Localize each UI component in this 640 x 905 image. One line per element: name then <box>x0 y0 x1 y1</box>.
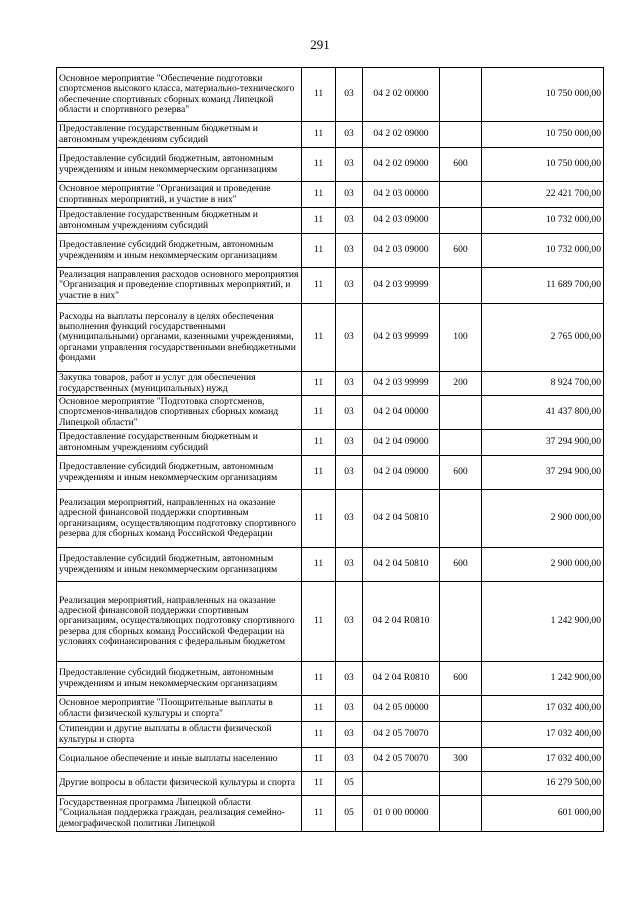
cell-amount: 41 437 800,00 <box>482 396 604 430</box>
cell-razdel: 11 <box>302 696 336 722</box>
cell-podrazdel: 03 <box>336 582 363 662</box>
cell-expense-type <box>440 268 482 304</box>
cell-podrazdel: 03 <box>336 268 363 304</box>
cell-target-article: 04 2 03 09000 <box>363 234 440 268</box>
cell-expense-type <box>440 182 482 208</box>
table-row <box>57 796 604 832</box>
cell-podrazdel: 05 <box>336 772 363 796</box>
table-row <box>57 582 604 662</box>
cell-podrazdel: 03 <box>336 148 363 182</box>
cell-target-article: 04 2 04 09000 <box>363 430 440 456</box>
cell-podrazdel: 03 <box>336 396 363 430</box>
cell-podrazdel: 03 <box>336 662 363 696</box>
cell-expense-type: 200 <box>440 372 482 396</box>
cell-name: Предоставление субсидий бюджетным, автономным учреждениям и иным некоммерческим организациям <box>57 456 302 490</box>
cell-amount: 11 689 700,00 <box>482 268 604 304</box>
cell-razdel: 11 <box>302 748 336 772</box>
cell-name: Основное мероприятие "Обеспечение подготовки спортсменов высокого класса, материально-технического обеспечение спортивных сборных команд Липецкой области и спортивного резерва" <box>57 68 302 122</box>
cell-name: Реализация направления расходов основного мероприятия "Организация и проведение спортивных мероприятий, и участие в них" <box>57 268 302 304</box>
cell-target-article: 04 2 04 00000 <box>363 396 440 430</box>
cell-podrazdel: 03 <box>336 122 363 148</box>
cell-target-article: 04 2 03 99999 <box>363 268 440 304</box>
cell-amount: 8 924 700,00 <box>482 372 604 396</box>
cell-expense-type: 600 <box>440 234 482 268</box>
cell-razdel: 11 <box>302 268 336 304</box>
cell-amount: 17 032 400,00 <box>482 748 604 772</box>
table-row <box>57 662 604 696</box>
cell-amount: 1 242 900,00 <box>482 662 604 696</box>
cell-amount: 10 732 000,00 <box>482 208 604 234</box>
cell-podrazdel: 03 <box>336 68 363 122</box>
cell-expense-type: 600 <box>440 548 482 582</box>
cell-expense-type: 600 <box>440 456 482 490</box>
cell-name: Предоставление государственным бюджетным и автономным учреждениям субсидий <box>57 122 302 148</box>
cell-amount: 2 900 000,00 <box>482 490 604 548</box>
cell-amount: 601 000,00 <box>482 796 604 832</box>
cell-target-article: 04 2 03 99999 <box>363 372 440 396</box>
table-row <box>57 456 604 490</box>
cell-amount: 17 032 400,00 <box>482 722 604 748</box>
budget-table <box>56 67 604 832</box>
cell-target-article: 04 2 05 70070 <box>363 748 440 772</box>
cell-amount: 10 750 000,00 <box>482 68 604 122</box>
cell-target-article: 04 2 04 50810 <box>363 548 440 582</box>
cell-amount: 2 765 000,00 <box>482 304 604 372</box>
cell-target-article: 04 2 02 00000 <box>363 68 440 122</box>
cell-target-article: 04 2 04 R0810 <box>363 662 440 696</box>
cell-name: Основное мероприятие "Поощрительные выплаты в области физической культуры и спорта" <box>57 696 302 722</box>
cell-razdel: 11 <box>302 396 336 430</box>
cell-podrazdel: 05 <box>336 796 363 832</box>
cell-amount: 1 242 900,00 <box>482 582 604 662</box>
table-row <box>57 430 604 456</box>
cell-expense-type <box>440 696 482 722</box>
table-row <box>57 122 604 148</box>
cell-amount: 2 900 000,00 <box>482 548 604 582</box>
cell-target-article: 04 2 05 00000 <box>363 696 440 722</box>
cell-razdel: 11 <box>302 456 336 490</box>
cell-expense-type <box>440 68 482 122</box>
cell-expense-type <box>440 396 482 430</box>
cell-expense-type <box>440 122 482 148</box>
cell-target-article: 01 0 00 00000 <box>363 796 440 832</box>
cell-expense-type: 100 <box>440 304 482 372</box>
cell-name: Предоставление государственным бюджетным и автономным учреждениям субсидий <box>57 208 302 234</box>
table-row <box>57 68 604 122</box>
cell-razdel: 11 <box>302 662 336 696</box>
table-row <box>57 396 604 430</box>
cell-razdel: 11 <box>302 582 336 662</box>
cell-podrazdel: 03 <box>336 234 363 268</box>
cell-name: Предоставление субсидий бюджетным, автономным учреждениям и иным некоммерческим организациям <box>57 662 302 696</box>
cell-razdel: 11 <box>302 182 336 208</box>
table-row <box>57 234 604 268</box>
cell-razdel: 11 <box>302 208 336 234</box>
table-row <box>57 748 604 772</box>
cell-expense-type <box>440 582 482 662</box>
cell-name: Реализация мероприятий, направленных на оказание адресной финансовой поддержки спортивным организациям, осуществляющим подготовку спортивного резерва для сборных команд Российской Федерации <box>57 490 302 548</box>
cell-podrazdel: 03 <box>336 456 363 490</box>
cell-amount: 37 294 900,00 <box>482 430 604 456</box>
cell-razdel: 11 <box>302 372 336 396</box>
cell-name: Реализация мероприятий, направленных на оказание адресной финансовой поддержки спортивным организациям, осуществляющих подготовку спортивного резерва для сборных команд Российской Федерации на условиях софинансирования с федеральным бюджетом <box>57 582 302 662</box>
cell-razdel: 11 <box>302 304 336 372</box>
cell-name: Предоставление субсидий бюджетным, автономным учреждениям и иным некоммерческим организациям <box>57 148 302 182</box>
cell-podrazdel: 03 <box>336 372 363 396</box>
cell-podrazdel: 03 <box>336 748 363 772</box>
table-row <box>57 182 604 208</box>
cell-podrazdel: 03 <box>336 208 363 234</box>
cell-name: Закупка товаров, работ и услуг для обеспечения государственных (муниципальных) нужд <box>57 372 302 396</box>
table-row <box>57 490 604 548</box>
cell-amount: 17 032 400,00 <box>482 696 604 722</box>
cell-amount: 10 750 000,00 <box>482 148 604 182</box>
cell-name: Предоставление субсидий бюджетным, автономным учреждениям и иным некоммерческим организациям <box>57 234 302 268</box>
cell-expense-type: 600 <box>440 148 482 182</box>
cell-podrazdel: 03 <box>336 722 363 748</box>
cell-razdel: 11 <box>302 430 336 456</box>
cell-name: Расходы на выплаты персоналу в целях обеспечения выполнения функций государственными (муниципальными) органами, казенными учреждениями, органами управления государственными внебюджетными фондами <box>57 304 302 372</box>
cell-expense-type <box>440 490 482 548</box>
table-row <box>57 722 604 748</box>
cell-target-article: 04 2 02 09000 <box>363 148 440 182</box>
cell-expense-type <box>440 208 482 234</box>
cell-expense-type <box>440 796 482 832</box>
cell-amount: 37 294 900,00 <box>482 456 604 490</box>
cell-name: Стипендии и другие выплаты в области физической культуры и спорта <box>57 722 302 748</box>
cell-name: Социальное обеспечение и иные выплаты населению <box>57 748 302 772</box>
cell-expense-type <box>440 722 482 748</box>
page-number: 291 <box>310 37 330 52</box>
cell-target-article: 04 2 04 50810 <box>363 490 440 548</box>
cell-target-article: 04 2 04 09000 <box>363 456 440 490</box>
cell-target-article: 04 2 04 R0810 <box>363 582 440 662</box>
cell-razdel: 11 <box>302 490 336 548</box>
table-row <box>57 304 604 372</box>
table-row <box>57 772 604 796</box>
cell-target-article: 04 2 03 99999 <box>363 304 440 372</box>
table-row <box>57 372 604 396</box>
cell-razdel: 11 <box>302 234 336 268</box>
cell-razdel: 11 <box>302 772 336 796</box>
cell-name: Основное мероприятие "Организация и проведение спортивных мероприятий, и участие в них" <box>57 182 302 208</box>
cell-expense-type: 300 <box>440 748 482 772</box>
cell-podrazdel: 03 <box>336 696 363 722</box>
table-row <box>57 696 604 722</box>
cell-podrazdel: 03 <box>336 430 363 456</box>
table-row <box>57 208 604 234</box>
cell-name: Государственная программа Липецкой области "Социальная поддержка граждан, реализация семейно-демографической политики Липецкой <box>57 796 302 832</box>
cell-razdel: 11 <box>302 548 336 582</box>
cell-podrazdel: 03 <box>336 304 363 372</box>
cell-amount: 10 732 000,00 <box>482 234 604 268</box>
cell-amount: 22 421 700,00 <box>482 182 604 208</box>
budget-table-body <box>57 68 604 832</box>
table-row <box>57 148 604 182</box>
cell-name: Предоставление субсидий бюджетным, автономным учреждениям и иным некоммерческим организациям <box>57 548 302 582</box>
cell-target-article <box>363 772 440 796</box>
cell-amount: 10 750 000,00 <box>482 122 604 148</box>
cell-expense-type <box>440 772 482 796</box>
cell-expense-type: 600 <box>440 662 482 696</box>
table-row <box>57 548 604 582</box>
cell-razdel: 11 <box>302 148 336 182</box>
cell-expense-type <box>440 430 482 456</box>
cell-podrazdel: 03 <box>336 548 363 582</box>
cell-razdel: 11 <box>302 722 336 748</box>
cell-target-article: 04 2 03 09000 <box>363 208 440 234</box>
cell-amount: 16 279 500,00 <box>482 772 604 796</box>
cell-target-article: 04 2 02 09000 <box>363 122 440 148</box>
cell-target-article: 04 2 05 70070 <box>363 722 440 748</box>
cell-name: Основное мероприятие "Подготовка спортсменов, спортсменов-инвалидов спортивных сборных команд Липецкой области" <box>57 396 302 430</box>
cell-razdel: 11 <box>302 796 336 832</box>
cell-razdel: 11 <box>302 68 336 122</box>
cell-name: Предоставление государственным бюджетным и автономным учреждениям субсидий <box>57 430 302 456</box>
cell-podrazdel: 03 <box>336 182 363 208</box>
cell-podrazdel: 03 <box>336 490 363 548</box>
table-row <box>57 268 604 304</box>
cell-target-article: 04 2 03 00000 <box>363 182 440 208</box>
cell-razdel: 11 <box>302 122 336 148</box>
cell-name: Другие вопросы в области физической культуры и спорта <box>57 772 302 796</box>
